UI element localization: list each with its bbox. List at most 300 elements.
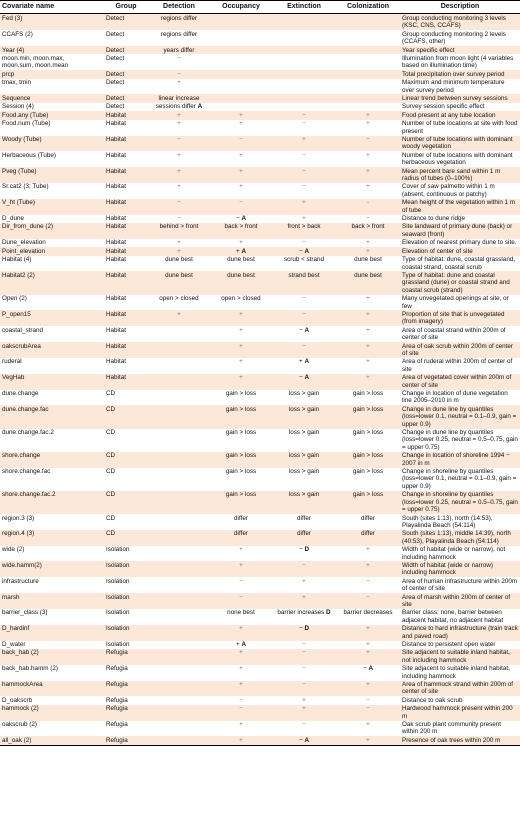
extinction-cell — [272, 30, 336, 46]
table-row — [0, 665, 520, 681]
extinction-cell: − A — [272, 736, 336, 745]
covariate-name-cell: all_oak (2) — [0, 736, 104, 745]
description-cell: Change in shoreline by quantiles (loss=lower 0.25, neutral = 0.5–0.75, gain = upper 0.75) — [400, 491, 520, 514]
extinction-cell: − — [302, 295, 306, 303]
table-row — [0, 625, 520, 641]
occupancy-cell: back > front — [210, 223, 272, 239]
occupancy-cell: + — [210, 625, 272, 641]
colonization-cell: differ — [336, 530, 400, 546]
table-row — [0, 94, 520, 102]
detection-cell — [148, 326, 210, 342]
extinction-cell: scrub < strand — [283, 256, 325, 264]
header-group: Group — [104, 1, 148, 14]
detection-cell: regions differ — [160, 30, 198, 38]
table-body — [0, 14, 520, 745]
group-cell: Habitat — [104, 111, 148, 119]
table-row — [0, 111, 520, 119]
table-row — [0, 14, 520, 30]
detection-cell — [148, 405, 210, 428]
header-covariate-name: Covariate name — [0, 1, 104, 14]
table-row — [0, 151, 520, 167]
description-cell: Area of oak scrub within 200m of center of site — [400, 342, 520, 358]
extinction-cell: + — [272, 705, 336, 721]
group-cell: Refugia — [104, 649, 148, 665]
detection-cell: + — [177, 151, 181, 159]
description-cell: Site landward of primary dune (back) or seaward (front) — [400, 223, 520, 239]
covariate-name-cell: Point_elevation — [0, 247, 104, 255]
table-row — [0, 295, 520, 311]
table-row — [0, 120, 520, 136]
description-cell: Maximum and minimum temperature over survey period — [402, 79, 505, 94]
covariate-name-cell: ruderal — [2, 358, 22, 366]
extinction-cell: + — [302, 577, 306, 585]
extinction-cell — [272, 103, 336, 111]
description-cell: Site adjacent to suitable inland habitat, not including hammock — [400, 649, 520, 665]
colonization-cell: gain > loss — [352, 390, 384, 397]
detection-cell — [148, 736, 210, 745]
colonization-cell: + — [366, 721, 370, 729]
occupancy-cell: + — [239, 665, 243, 673]
colonization-cell: gain > loss — [352, 468, 384, 476]
table-row — [0, 452, 520, 468]
extinction-cell: − — [272, 649, 336, 665]
table-row — [0, 358, 520, 374]
extinction-cell: + A — [299, 358, 309, 366]
colonization-cell: + — [336, 247, 400, 255]
extinction-cell: − — [302, 641, 306, 648]
occupancy-cell: + — [210, 681, 272, 697]
extinction-cell — [272, 70, 336, 78]
colonization-cell — [336, 30, 400, 46]
covariate-name-cell: Food.any (Tube) — [0, 111, 104, 119]
group-cell: Isolation — [106, 641, 130, 648]
occupancy-cell: gain > loss — [210, 491, 272, 514]
covariate-name-cell: V_ht (Tube) — [0, 199, 104, 215]
table-row — [0, 342, 520, 358]
table-row — [0, 79, 520, 95]
group-cell: Habitat — [104, 247, 148, 255]
colonization-cell: + — [336, 167, 400, 183]
table-row — [0, 199, 520, 215]
group-cell: Isolation — [106, 546, 130, 554]
description-cell: Linear trend between survey sessions — [400, 94, 520, 102]
description-cell: Area of ruderal within 200m of center of site — [402, 358, 513, 373]
group-cell: CD — [104, 452, 148, 468]
group-cell: CD — [106, 429, 116, 437]
header-row — [0, 1, 520, 14]
covariate-name-cell: region.4 (3) — [0, 530, 104, 546]
extinction-cell: loss > gain — [288, 429, 320, 437]
description-cell: Many unvegetated openings at site, or few — [402, 295, 509, 310]
colonization-cell: − — [366, 215, 370, 223]
table-row — [0, 681, 520, 697]
extinction-cell: − — [272, 167, 336, 183]
description-cell: Width of habitat (wide or narrow), not including hammock — [402, 546, 506, 561]
covariate-name-cell: oakscrub (2) — [2, 721, 37, 729]
table-row — [0, 721, 520, 737]
colonization-cell: + — [366, 546, 370, 554]
detection-cell — [148, 665, 210, 681]
extinction-cell: − — [302, 665, 306, 673]
covariate-name-cell: tmax, tmin — [2, 79, 32, 87]
covariate-name-cell: D_oakscrb — [2, 696, 33, 704]
occupancy-cell: + — [210, 649, 272, 665]
table-row — [0, 641, 520, 649]
header-occupancy: Occupancy — [210, 1, 272, 14]
covariate-name-cell: dune.change.fac — [0, 405, 104, 428]
detection-cell: sessions differ A — [155, 103, 203, 111]
group-cell: Habitat — [106, 151, 126, 159]
group-cell: Habitat — [104, 199, 148, 215]
extinction-cell: − — [272, 342, 336, 358]
extinction-cell — [272, 46, 336, 54]
table-row — [0, 390, 520, 406]
covariate-name-cell: Session (4) — [2, 103, 34, 111]
group-cell: CD — [104, 491, 148, 514]
header-description: Description — [400, 1, 520, 14]
extinction-cell: − — [272, 310, 336, 326]
colonization-cell: + — [336, 625, 400, 641]
detection-cell — [148, 681, 210, 697]
occupancy-cell: gain > loss — [210, 405, 272, 428]
extinction-cell: − A — [272, 247, 336, 255]
detection-cell — [148, 609, 210, 625]
colonization-cell: + — [336, 649, 400, 665]
group-cell: Habitat — [106, 239, 126, 247]
covariate-name-cell: Habitat2 (2) — [0, 271, 104, 294]
extinction-cell: − D — [272, 625, 336, 641]
description-cell: Area of human infrastructure within 200m of center of site — [402, 577, 518, 593]
occupancy-cell: gain > loss — [225, 429, 257, 437]
detection-cell — [148, 721, 210, 737]
colonization-cell — [336, 54, 400, 70]
group-cell: Habitat — [106, 358, 126, 366]
colonization-cell: + — [336, 374, 400, 390]
group-cell: Refugia — [104, 736, 148, 745]
covariate-name-cell: hammock (2) — [0, 705, 104, 721]
description-cell: Illumination from moon light (4 variables based on illumination time) — [402, 54, 514, 70]
covariate-name-cell: VegHab — [0, 374, 104, 390]
detection-cell: + — [148, 167, 210, 183]
occupancy-cell: gain > loss — [210, 452, 272, 468]
extinction-cell: − A — [272, 374, 336, 390]
table-row — [0, 30, 520, 46]
detection-cell: + — [148, 247, 210, 255]
extinction-cell: differ — [272, 530, 336, 546]
description-cell: Food present at any tube location — [400, 111, 520, 119]
extinction-cell — [272, 54, 336, 70]
colonization-cell: back > front — [336, 223, 400, 239]
covariate-name-cell: CCAFS (2) — [2, 30, 33, 38]
group-cell: CD — [106, 468, 116, 476]
table-row — [0, 696, 520, 704]
group-cell: Habitat — [104, 223, 148, 239]
table-row — [0, 491, 520, 514]
detection-cell — [148, 530, 210, 546]
colonization-cell — [336, 94, 400, 102]
detection-cell — [148, 696, 210, 704]
extinction-cell: loss > gain — [272, 405, 336, 428]
detection-cell — [148, 577, 210, 593]
detection-cell — [148, 358, 210, 374]
extinction-cell: strand best — [272, 271, 336, 294]
extinction-cell: barrier increases D — [277, 609, 331, 617]
table-row — [0, 46, 520, 54]
detection-cell: + — [177, 120, 181, 128]
detection-cell — [148, 342, 210, 358]
occupancy-cell: + — [239, 546, 243, 554]
description-cell: Proportion of site that is unvegetated (from imagery) — [400, 310, 520, 326]
covariate-name-cell: wide (2) — [2, 546, 25, 554]
colonization-cell: − — [366, 696, 370, 704]
description-cell: Change in dune line by quantiles (loss=lower 0.25, neutral = 0.5–0.75, gain = upper 0.75) — [402, 429, 518, 451]
occupancy-cell — [210, 79, 272, 95]
colonization-cell: + — [336, 342, 400, 358]
description-cell: Distance to hard infrastructure (train track and paved road) — [400, 625, 520, 641]
detection-cell: behind > front — [148, 223, 210, 239]
occupancy-cell — [210, 70, 272, 78]
occupancy-cell — [210, 14, 272, 30]
table-row — [0, 705, 520, 721]
detection-cell: + — [177, 239, 181, 247]
extinction-cell: front > back — [272, 223, 336, 239]
detection-cell — [148, 593, 210, 609]
covariate-name-cell: Dir_from_dune (2) — [0, 223, 104, 239]
extinction-cell: − A — [299, 326, 309, 334]
description-cell: Total precipitation over survey period — [400, 70, 520, 78]
extinction-cell: − — [302, 183, 306, 191]
occupancy-cell: dune best — [210, 271, 272, 294]
detection-cell: − — [177, 215, 181, 223]
occupancy-cell: + — [239, 120, 243, 128]
colonization-cell: − — [336, 705, 400, 721]
table-row — [0, 70, 520, 78]
table-row — [0, 136, 520, 152]
group-cell: Habitat — [106, 215, 126, 223]
detection-cell: dune best — [165, 256, 193, 264]
table-row — [0, 649, 520, 665]
occupancy-cell: + — [210, 342, 272, 358]
extinction-cell: + — [272, 199, 336, 215]
covariate-name-cell: shore.change.fac — [2, 468, 51, 476]
group-cell: Detect — [104, 70, 148, 78]
detection-cell — [148, 468, 210, 491]
table-row — [0, 405, 520, 428]
description-cell: Mean height of the vegetation within 1 m of tube — [400, 199, 520, 215]
occupancy-cell: − — [210, 136, 272, 152]
colonization-cell: barrier decreases — [343, 609, 393, 617]
description-cell: Area of vegetated cover within 200m of center of site — [400, 374, 520, 390]
table-row — [0, 247, 520, 255]
occupancy-cell: − A — [236, 215, 246, 223]
table-row — [0, 310, 520, 326]
detection-cell — [148, 625, 210, 641]
group-cell: Habitat — [104, 136, 148, 152]
group-cell: Refugia — [104, 681, 148, 697]
table-row — [0, 223, 520, 239]
occupancy-cell — [210, 103, 272, 111]
covariate-name-cell: back_hab.hamm (2) — [2, 665, 58, 673]
table-row — [0, 577, 520, 593]
covariate-name-cell: D_hardinf — [0, 625, 104, 641]
detection-cell — [148, 429, 210, 452]
header-extinction: Extinction — [272, 1, 336, 14]
description-cell: Number of tube locations at site with food present — [402, 120, 518, 135]
covariate-name-cell: back_hab (2) — [0, 649, 104, 665]
group-cell: Detect — [104, 14, 148, 30]
detection-cell — [148, 514, 210, 530]
extinction-cell — [272, 94, 336, 102]
covariate-name-cell: shore.change.fac.2 — [0, 491, 104, 514]
detection-cell: + — [177, 79, 181, 87]
extinction-cell: differ — [297, 514, 311, 522]
detection-cell — [148, 641, 210, 649]
description-cell: Area of hammock strand within 200m of center of site — [400, 681, 520, 697]
extinction-cell: loss > gain — [288, 468, 320, 476]
covariate-name-cell: Food.num (Tube) — [2, 120, 51, 128]
detection-cell: + — [177, 183, 181, 191]
description-cell: Group conducting monitoring 3 levels (KSC, CNS, CCAFS) — [400, 14, 520, 30]
covariate-name-cell: wide.hamm(2) — [0, 561, 104, 577]
extinction-cell: − — [302, 120, 306, 128]
detection-cell: dune best — [148, 271, 210, 294]
colonization-cell: + — [366, 239, 370, 247]
description-cell: Change in dune line by quantiles (loss=lower 0.1, neutral = 0.1–0.9, gain = upper 0.9) — [400, 405, 520, 428]
table-row — [0, 256, 520, 272]
detection-cell — [148, 390, 210, 406]
description-cell: Type of habitat: dune and coastal grassland (dune) or coastal strand and coastal scrub (strand) — [400, 271, 520, 294]
group-cell: Detect — [104, 94, 148, 102]
group-cell: Habitat — [106, 256, 126, 264]
detection-cell: linear increase — [148, 94, 210, 102]
occupancy-cell: + — [239, 326, 243, 334]
description-cell: Area of coastal strand within 200m of center of site — [402, 326, 506, 342]
colonization-cell: + — [366, 326, 370, 334]
group-cell: Detect — [104, 46, 148, 54]
description-cell: Change in location of shoreline 1994 − 2007 in m — [400, 452, 520, 468]
group-cell: Isolation — [106, 577, 130, 585]
covariate-name-cell: Herbaceous (Tube) — [2, 151, 57, 159]
detection-cell — [148, 705, 210, 721]
table-row — [0, 239, 520, 247]
occupancy-cell: + — [210, 167, 272, 183]
detection-cell: − — [148, 199, 210, 215]
covariate-name-cell: shore.change — [0, 452, 104, 468]
covariate-name-cell: dune.change — [2, 390, 39, 397]
occupancy-cell — [210, 46, 272, 54]
group-cell: Habitat — [106, 295, 126, 303]
extinction-cell: − — [272, 561, 336, 577]
covariate-name-cell: oakscrubArea — [0, 342, 104, 358]
occupancy-cell: + — [239, 183, 243, 191]
table-row — [0, 271, 520, 294]
covariate-name-cell: dune.change.fac.2 — [2, 429, 54, 437]
colonization-cell: gain > loss — [352, 429, 384, 437]
table-row — [0, 736, 520, 745]
description-cell: Mean percent bare sand within 1 m radius of tubes (0–100%) — [400, 167, 520, 183]
colonization-cell: − — [336, 136, 400, 152]
occupancy-cell: − — [239, 577, 243, 585]
detection-cell: regions differ — [148, 14, 210, 30]
description-cell: Oak scrub plant community present within 200 m — [402, 721, 502, 736]
colonization-cell: + — [336, 111, 400, 119]
occupancy-cell: + — [239, 358, 243, 366]
detection-cell — [148, 546, 210, 562]
colonization-cell: + — [336, 681, 400, 697]
description-cell: Hardwood hammock present within 200 m — [400, 705, 520, 721]
covariate-name-cell: Open (2) — [2, 295, 27, 303]
colonization-cell: + — [366, 358, 370, 366]
covariate-name-cell: marsh — [0, 593, 104, 609]
covariate-name-cell: D_water — [2, 641, 26, 648]
covariate-name-cell: Habitat (4) — [2, 256, 32, 264]
detection-cell: − — [177, 54, 181, 62]
description-cell: Year specific effect — [400, 46, 520, 54]
covariate-name-cell: Sr.cat2 (3; Tube) — [2, 183, 49, 191]
occupancy-cell: + A — [236, 641, 246, 648]
extinction-cell: loss > gain — [288, 390, 320, 397]
group-cell: CD — [106, 514, 116, 522]
occupancy-cell: + — [210, 561, 272, 577]
covariate-name-cell: hammockArea — [0, 681, 104, 697]
group-cell: Detect — [106, 54, 125, 62]
occupancy-cell: + — [210, 111, 272, 119]
group-cell: Detect — [106, 103, 125, 111]
group-cell: Detect — [106, 30, 125, 38]
description-cell: Number of tube locations with dominant woody vegetation — [400, 136, 520, 152]
group-cell: Habitat — [104, 271, 148, 294]
group-cell: CD — [104, 405, 148, 428]
detection-cell — [148, 649, 210, 665]
description-cell: Distance to oak scrub — [402, 696, 463, 704]
table-row — [0, 54, 520, 70]
table-row — [0, 167, 520, 183]
description-cell: Area of marsh within 200m of center of site — [400, 593, 520, 609]
colonization-cell — [336, 79, 400, 95]
group-cell: Refugia — [106, 721, 128, 729]
extinction-cell: + — [272, 593, 336, 609]
covariate-name-cell: Fed (3) — [0, 14, 104, 30]
colonization-cell: + — [366, 295, 370, 303]
description-cell: Presence of oak trees within 200 m — [400, 736, 520, 745]
table-row — [0, 429, 520, 452]
colonization-cell — [336, 14, 400, 30]
colonization-cell: − — [336, 593, 400, 609]
table-row — [0, 546, 520, 562]
extinction-cell: − — [272, 681, 336, 697]
description-cell: Elevation of center of site — [400, 247, 520, 255]
occupancy-cell: − — [210, 593, 272, 609]
colonization-cell — [336, 46, 400, 54]
table-row — [0, 593, 520, 609]
description-cell: South (sites 1:13), middle 14:39), north (40:53), Playalinda Beach (54:114) — [400, 530, 520, 546]
description-cell: Change in location of dune vegetation line 2005–2010 in m — [402, 390, 508, 405]
extinction-cell: + — [302, 696, 306, 704]
covariate-name-cell: P_open15 — [0, 310, 104, 326]
colonization-cell: − — [366, 577, 370, 585]
extinction-cell — [272, 79, 336, 95]
occupancy-cell: + — [239, 239, 243, 247]
occupancy-cell: − — [210, 199, 272, 215]
colonization-cell: gain > loss — [336, 491, 400, 514]
occupancy-cell: + — [210, 310, 272, 326]
group-cell: Isolation — [104, 561, 148, 577]
group-cell: CD — [104, 530, 148, 546]
detection-cell — [148, 452, 210, 468]
occupancy-cell: differ — [234, 514, 248, 522]
detection-cell — [148, 561, 210, 577]
occupancy-cell: − — [239, 696, 243, 704]
